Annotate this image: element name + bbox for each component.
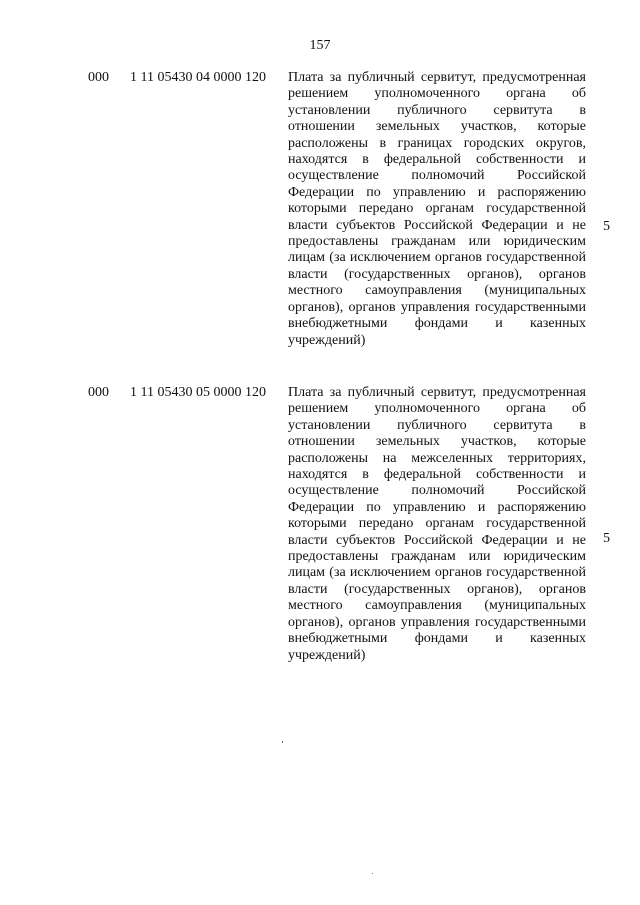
normative-value: 5 xyxy=(603,219,610,234)
admin-code: 000 xyxy=(88,385,109,400)
normative-value: 5 xyxy=(603,531,610,546)
page-number: 157 xyxy=(309,38,331,53)
admin-code: 000 xyxy=(88,70,109,85)
scan-speck xyxy=(282,741,283,743)
income-description: Плата за публичный сервитут, предусмотренная решением уполномоченного органа об установлении публичного сервитута в отношении земельных участков, которые расположены в границах городских округов, находятся в федеральной собственности и осуществление полномочий Российской Федерации по управлению и распоряжению которыми передано органам государственной власти субъектов Российской Федерации и не предоставлены гражданам или юридическим лицам (за исключением органов государственной власти (государственных органов), органов местного самоуправления (муниципальных органов), органов управления государственными внебюджетными фондами и казенных учреждений) xyxy=(288,70,586,348)
kbk-code: 1 11 05430 05 0000 120 xyxy=(130,385,266,400)
kbk-code: 1 11 05430 04 0000 120 xyxy=(130,70,266,85)
scan-speck xyxy=(372,873,373,874)
income-description: Плата за публичный сервитут, предусмотренная решением уполномоченного органа об установлении публичного сервитута в отношении земельных участков, которые расположены на межселенных территориях, находятся в федеральной собственности и осуществление полномочий Российской Федерации по управлению и распоряжению которыми передано органам государственной власти субъектов Российской Федерации и не предоставлены гражданам или юридическим лицам (за исключением органов государственной власти (государственных органов), органов местного самоуправления (муниципальных органов), органов управления государственными внебюджетными фондами и казенных учреждений) xyxy=(288,385,586,663)
